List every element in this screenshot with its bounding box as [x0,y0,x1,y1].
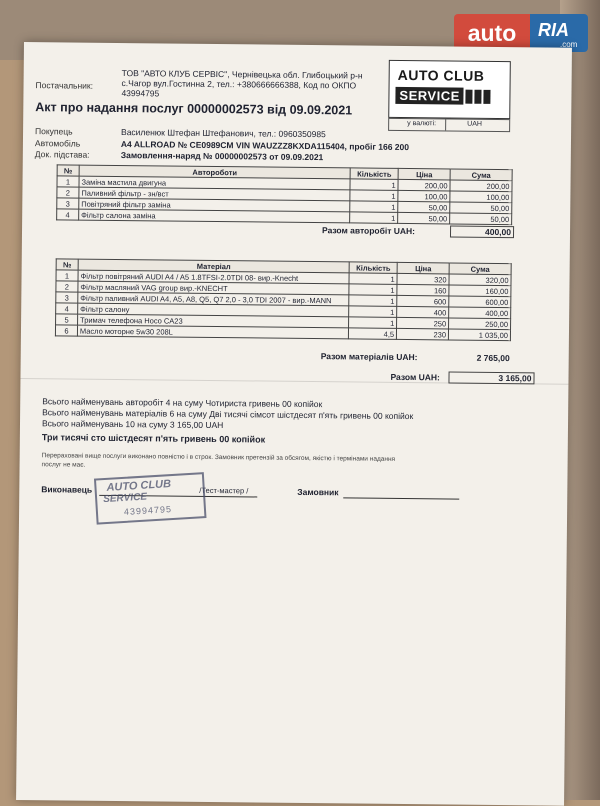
works-col-qty: Кількість [350,168,398,180]
currency-box [388,118,510,132]
row-qty: 1 [350,201,398,213]
row-qty: 1 [350,190,398,202]
supplier-line1: ТОВ "АВТО КЛУБ СЕРВІС", Чернівецька обл. Глибоцький р-н [121,68,363,81]
row-qty: 1 [350,179,398,191]
row-sum: 160,00 [449,285,511,297]
stamp-code: 43994795 [123,504,173,517]
row-sum: 50,00 [450,202,512,214]
watermark-ria-block [530,14,588,52]
supplier-label: Постачальник: [35,80,94,91]
summary-materials-line: Всього найменувань матеріалів 6 на суму Дві тисячі сімсот шістдесят п'ять гривень 00 копійок [42,407,414,422]
row-sum: 1 035,00 [448,329,510,341]
row-qty: 1 [349,273,397,285]
row-number: 4 [56,303,78,314]
row-number: 5 [56,314,78,325]
row-number: 3 [57,198,79,209]
row-price: 160 [397,284,449,296]
row-number: 2 [56,281,78,292]
stamp-line1: AUTO CLUB [106,478,172,494]
row-sum: 320,00 [449,274,511,286]
disclaimer-line2: послуг не має. [41,461,86,469]
row-name: Масло моторне 5w30 208L [77,325,348,339]
car-value: A4 ALLROAD № CE0989CM VIN WAUZZZ8KXDA115404, пробіг 166 200 [120,139,410,153]
row-price: 50,00 [398,201,450,213]
row-qty: 4,5 [349,328,397,340]
row-price: 200,00 [398,179,450,191]
basis-value: Замовлення-наряд № 00000002573 от 09.09.2021 [120,150,324,163]
works-col-sum: Сума [450,169,512,181]
row-qty: 1 [349,284,397,296]
row-sum: 50,00 [450,213,512,225]
row-price: 50,00 [398,212,450,224]
row-qty: 1 [349,306,397,318]
executor-role: /Тест-мастер / [199,485,249,496]
row-price: 100,00 [398,190,450,202]
buyer-label: Покупець [35,126,73,137]
row-sum: 100,00 [450,191,512,203]
row-price: 400 [397,306,449,318]
customer-signature-line [343,497,459,499]
grand-total-value: 3 165,00 [448,371,534,384]
materials-col-price: Ціна [397,262,449,274]
materials-col-sum: Сума [449,263,511,275]
row-qty: 1 [350,212,398,224]
supplier-line3: 43994795 [121,88,160,99]
row-name: Фільтр паливний AUDI A4, A5, A8, Q5, Q7 2,0 - 3,0 TDI 2007 - вир.-MANN [78,292,349,306]
row-name: Фільтр салону [78,303,349,317]
grand-total-label: Разом UAH: [390,371,440,383]
row-qty: 1 [349,317,397,329]
works-total-value: 400,00 [450,225,514,238]
row-qty: 1 [349,295,397,307]
summary-works-line: Всього найменувань авторобіт 4 на суму Чотириста гривень 00 копійок [42,396,323,410]
logo-line1: AUTO CLUB [397,66,485,84]
executor-label: Виконавець [41,484,93,495]
summary-words: Три тисячі сто шістдесят п'ять гривень 00 копійок [41,432,266,445]
works-table [56,164,513,225]
row-name: Повітряний фільтр заміна [79,198,350,212]
row-sum: 600,00 [449,296,511,308]
works-col-name: Автороботи [79,165,350,179]
row-name: Фільтр салона заміна [79,209,350,223]
materials-col-number: № [56,259,78,270]
basis-label: Док. підстава: [34,149,90,160]
row-number: 4 [57,209,79,220]
summary-total-line: Всього найменувань 10 на суму 3 165,00 UAH [41,418,224,431]
row-number: 1 [56,270,78,281]
row-price: 250 [397,317,449,329]
supplier-line2: с.Чагор вул.Гостинна 2, тел.: +380666666388, Код по ОКПО [121,78,357,91]
customer-label: Замовник [297,486,339,498]
row-name: Фільтр повітряний AUDI A4 / A5 1.8TFSI-2.0TDI 08- вир.-Knecht [78,270,349,284]
company-logo [388,60,511,119]
row-price: 320 [397,273,449,285]
row-number: 6 [55,325,77,336]
buyer-value: Василенюк Штефан Штефанович, тел.: 0960350985 [121,127,326,140]
row-name: Заміна мастила двигуна [79,176,350,190]
row-name: Паливний фільтр - зн/вст [79,187,350,201]
row-number: 1 [57,176,79,187]
row-number: 2 [57,187,79,198]
invoice-document [16,42,572,806]
row-price: 230 [397,328,449,340]
stamp-line2: SERVICE [102,491,148,506]
works-col-number: № [57,165,79,176]
materials-table [55,258,512,341]
row-sum: 250,00 [449,318,511,330]
currency-divider [445,119,446,130]
logo-bars-icon [465,90,492,109]
materials-total-label: Разом матеріалів UAH: [320,351,418,363]
document-title: Акт про надання послуг 00000002573 від 09.09.2021 [35,100,353,118]
row-sum: 200,00 [450,180,512,192]
watermark-domain: .com [560,40,578,49]
currency-label: у валюті: [407,120,437,128]
currency-value: UAH [467,120,482,128]
watermark-auto: auto [454,14,530,52]
materials-total-value: 2 765,00 [476,352,510,364]
row-sum: 400,00 [449,307,511,319]
materials-col-qty: Кількість [349,262,397,274]
materials-col-name: Матеріал [78,259,349,273]
company-stamp [94,472,207,524]
row-number: 3 [56,292,78,303]
logo-line2: SERVICE [395,87,464,105]
row-price: 600 [397,295,449,307]
works-total-label: Разом авторобіт UAH: [321,225,416,237]
works-col-price: Ціна [398,168,450,180]
row-name: Фільтр масляний VAG group вир.-KNECHT [78,281,349,295]
row-name: Тримач телефона Hoco CA23 [78,314,349,328]
disclaimer-line1: Перераховані вище послуги виконано повністю і в строк. Замовник претензій за обсягом, якістю і термінами надання [41,452,396,463]
watermark-ria: RIA [538,20,569,40]
car-label: Автомобіль [34,138,81,149]
